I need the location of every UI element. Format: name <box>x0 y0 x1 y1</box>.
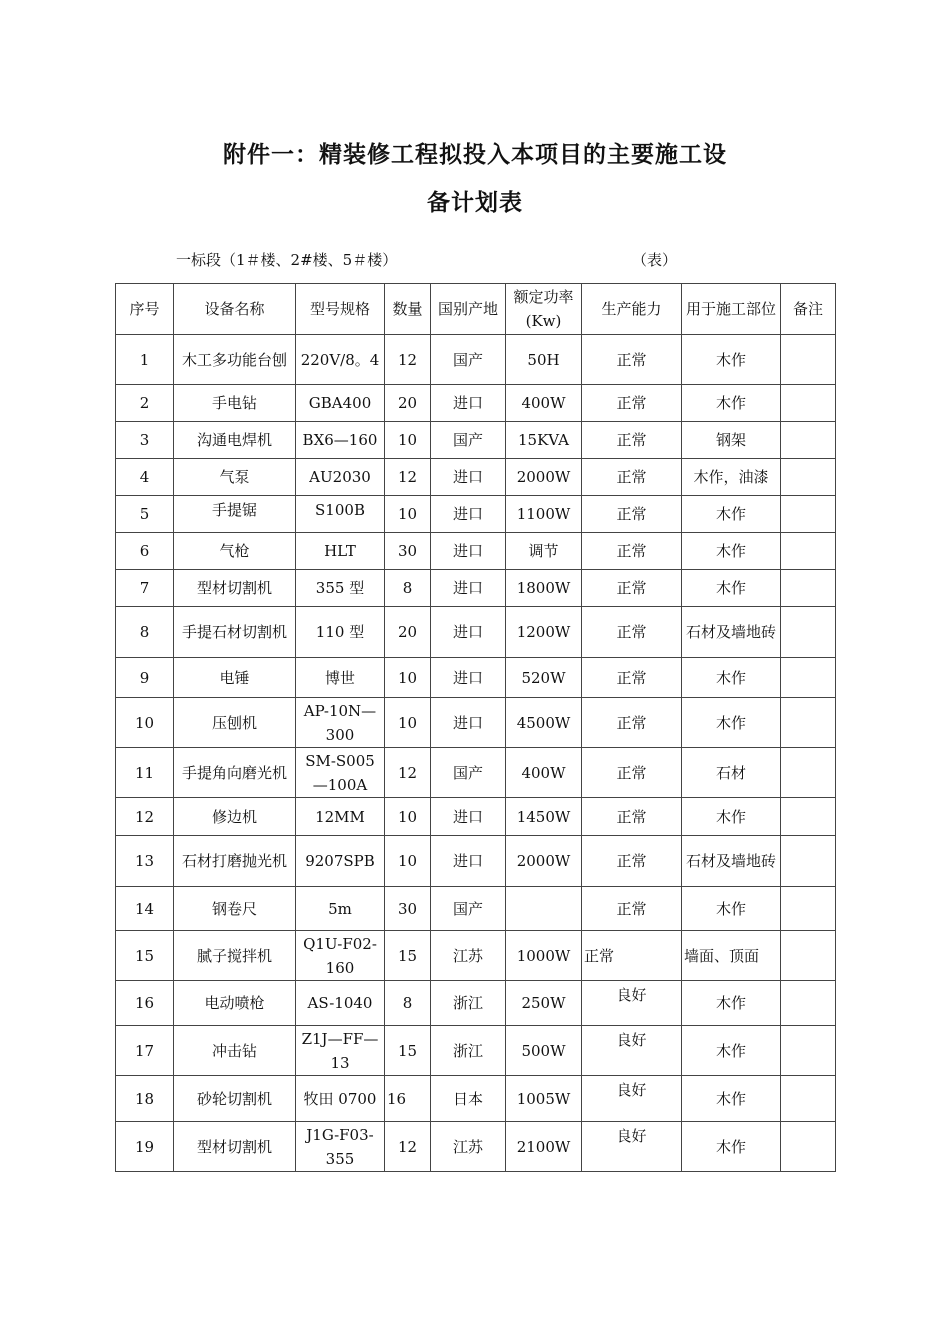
equipment-name: 电锤 <box>174 658 296 698</box>
quantity: 20 <box>385 607 431 658</box>
capacity: 良好 <box>582 1026 682 1076</box>
rated-power: 1000W <box>506 931 582 981</box>
row-no: 19 <box>116 1122 174 1172</box>
table-row <box>116 335 836 385</box>
usage-location: 木作，油漆 <box>682 459 781 496</box>
usage-location: 钢架 <box>682 422 781 459</box>
equipment-name: 冲击钻 <box>174 1026 296 1076</box>
row-no: 1 <box>116 335 174 385</box>
remark <box>781 981 836 1026</box>
col-header-no: 序号 <box>116 284 174 335</box>
remark <box>781 570 836 607</box>
remark <box>781 1122 836 1172</box>
row-no: 10 <box>116 698 174 748</box>
quantity: 10 <box>385 496 431 533</box>
usage-location: 木作 <box>682 798 781 836</box>
origin: 进口 <box>431 385 506 422</box>
origin: 进口 <box>431 798 506 836</box>
capacity: 正常 <box>582 607 682 658</box>
capacity: 正常 <box>582 385 682 422</box>
rated-power: 1005W <box>506 1076 582 1122</box>
table-row <box>116 981 836 1026</box>
table-row <box>116 1026 836 1076</box>
usage-location: 石材及墙地砖 <box>682 836 781 887</box>
model-spec: 5m <box>296 887 385 931</box>
usage-location: 木作 <box>682 887 781 931</box>
rated-power: 15KVA <box>506 422 582 459</box>
col-header-usage: 用于施工部位 <box>682 284 781 335</box>
model-spec: HLT <box>296 533 385 570</box>
table-row <box>116 1076 836 1122</box>
equipment-name: 修边机 <box>174 798 296 836</box>
quantity: 16 <box>385 1076 431 1122</box>
row-no: 15 <box>116 931 174 981</box>
rated-power: 2000W <box>506 459 582 496</box>
model-spec: 牧田 0700 <box>296 1076 385 1122</box>
quantity: 10 <box>385 836 431 887</box>
capacity: 良好 <box>582 981 682 1026</box>
origin: 浙江 <box>431 1026 506 1076</box>
table-note: （表） <box>632 251 678 269</box>
rated-power: 500W <box>506 1026 582 1076</box>
model-spec: AU2030 <box>296 459 385 496</box>
row-no: 11 <box>116 748 174 798</box>
table-row <box>116 459 836 496</box>
quantity: 8 <box>385 570 431 607</box>
rated-power: 4500W <box>506 698 582 748</box>
rated-power <box>506 887 582 931</box>
equipment-name: 沟通电焊机 <box>174 422 296 459</box>
model-spec: SM-S005—100A <box>296 748 385 798</box>
origin: 国产 <box>431 422 506 459</box>
table-row <box>116 496 836 533</box>
quantity: 10 <box>385 798 431 836</box>
col-header-qty: 数量 <box>385 284 431 335</box>
capacity: 正常 <box>582 798 682 836</box>
table-row <box>116 748 836 798</box>
rated-power: 50H <box>506 335 582 385</box>
usage-location: 石材 <box>682 748 781 798</box>
origin: 国产 <box>431 335 506 385</box>
capacity: 正常 <box>582 698 682 748</box>
equipment-name: 型材切割机 <box>174 570 296 607</box>
equipment-name: 型材切割机 <box>174 1122 296 1172</box>
origin: 进口 <box>431 570 506 607</box>
col-header-capacity: 生产能力 <box>582 284 682 335</box>
capacity: 正常 <box>582 335 682 385</box>
table-row <box>116 887 836 931</box>
table-row <box>116 570 836 607</box>
rated-power: 1800W <box>506 570 582 607</box>
rated-power: 520W <box>506 658 582 698</box>
equipment-name: 气泵 <box>174 459 296 496</box>
usage-location: 木作 <box>682 496 781 533</box>
equipment-name: 手提角向磨光机 <box>174 748 296 798</box>
origin: 国产 <box>431 748 506 798</box>
rated-power: 250W <box>506 981 582 1026</box>
equipment-name: 压刨机 <box>174 698 296 748</box>
usage-location: 石材及墙地砖 <box>682 607 781 658</box>
quantity: 8 <box>385 981 431 1026</box>
model-spec: GBA400 <box>296 385 385 422</box>
equipment-name: 钢卷尺 <box>174 887 296 931</box>
rated-power: 1450W <box>506 798 582 836</box>
table-row <box>116 1122 836 1172</box>
equipment-name: 砂轮切割机 <box>174 1076 296 1122</box>
row-no: 14 <box>116 887 174 931</box>
remark <box>781 658 836 698</box>
usage-location: 木作 <box>682 658 781 698</box>
usage-location: 墙面、顶面 <box>682 931 781 981</box>
row-no: 8 <box>116 607 174 658</box>
capacity: 正常 <box>582 931 682 981</box>
origin: 江苏 <box>431 1122 506 1172</box>
origin: 进口 <box>431 459 506 496</box>
origin: 日本 <box>431 1076 506 1122</box>
table-row <box>116 607 836 658</box>
origin: 进口 <box>431 607 506 658</box>
rated-power: 调节 <box>506 533 582 570</box>
model-spec: J1G-F03-355 <box>296 1122 385 1172</box>
row-no: 3 <box>116 422 174 459</box>
table-row <box>116 533 836 570</box>
row-no: 17 <box>116 1026 174 1076</box>
capacity: 正常 <box>582 496 682 533</box>
quantity: 30 <box>385 533 431 570</box>
capacity: 良好 <box>582 1076 682 1122</box>
remark <box>781 836 836 887</box>
remark <box>781 533 836 570</box>
col-header-origin: 国别产地 <box>431 284 506 335</box>
table-header-row <box>116 284 836 335</box>
rated-power: 2100W <box>506 1122 582 1172</box>
model-spec: BX6—160 <box>296 422 385 459</box>
usage-location: 木作 <box>682 698 781 748</box>
quantity: 20 <box>385 385 431 422</box>
remark <box>781 385 836 422</box>
model-spec: AP-10N—300 <box>296 698 385 748</box>
table-row <box>116 385 836 422</box>
section-label: 一标段（1＃楼、2#楼、5＃楼） <box>176 251 398 269</box>
row-no: 13 <box>116 836 174 887</box>
rated-power: 400W <box>506 748 582 798</box>
remark <box>781 496 836 533</box>
table-row <box>116 931 836 981</box>
capacity: 正常 <box>582 748 682 798</box>
capacity: 正常 <box>582 887 682 931</box>
usage-location: 木作 <box>682 1076 781 1122</box>
model-spec: 9207SPB <box>296 836 385 887</box>
quantity: 12 <box>385 1122 431 1172</box>
remark <box>781 748 836 798</box>
table-row <box>116 836 836 887</box>
origin: 江苏 <box>431 931 506 981</box>
capacity: 正常 <box>582 658 682 698</box>
remark <box>781 335 836 385</box>
row-no: 18 <box>116 1076 174 1122</box>
remark <box>781 607 836 658</box>
row-no: 7 <box>116 570 174 607</box>
model-spec: Q1U-F02-160 <box>296 931 385 981</box>
model-spec: Z1J—FF—13 <box>296 1026 385 1076</box>
equipment-name: 电动喷枪 <box>174 981 296 1026</box>
quantity: 12 <box>385 748 431 798</box>
table-row <box>116 698 836 748</box>
row-no: 4 <box>116 459 174 496</box>
remark <box>781 798 836 836</box>
usage-location: 木作 <box>682 981 781 1026</box>
model-spec: 12MM <box>296 798 385 836</box>
quantity: 15 <box>385 931 431 981</box>
origin: 进口 <box>431 533 506 570</box>
equipment-name: 木工多功能台刨 <box>174 335 296 385</box>
row-no: 6 <box>116 533 174 570</box>
table-row <box>116 798 836 836</box>
usage-location: 木作 <box>682 570 781 607</box>
document-title-line2: 备计划表 <box>427 190 523 216</box>
document-title-line1: 附件一：精装修工程拟投入本项目的主要施工设 <box>223 142 727 168</box>
equipment-name: 手提石材切割机 <box>174 607 296 658</box>
col-header-model: 型号规格 <box>296 284 385 335</box>
usage-location: 木作 <box>682 533 781 570</box>
capacity: 正常 <box>582 836 682 887</box>
origin: 进口 <box>431 496 506 533</box>
quantity: 15 <box>385 1026 431 1076</box>
origin: 浙江 <box>431 981 506 1026</box>
row-no: 16 <box>116 981 174 1026</box>
origin: 国产 <box>431 887 506 931</box>
quantity: 10 <box>385 422 431 459</box>
model-spec: AS-1040 <box>296 981 385 1026</box>
usage-location: 木作 <box>682 1122 781 1172</box>
usage-location: 木作 <box>682 385 781 422</box>
row-no: 9 <box>116 658 174 698</box>
model-spec: 220V/8。4 <box>296 335 385 385</box>
model-spec: 355 型 <box>296 570 385 607</box>
origin: 进口 <box>431 658 506 698</box>
capacity: 正常 <box>582 570 682 607</box>
remark <box>781 459 836 496</box>
origin: 进口 <box>431 836 506 887</box>
remark <box>781 1076 836 1122</box>
model-spec: 博世 <box>296 658 385 698</box>
capacity: 正常 <box>582 422 682 459</box>
equipment-name: 气枪 <box>174 533 296 570</box>
row-no: 12 <box>116 798 174 836</box>
remark <box>781 931 836 981</box>
capacity: 良好 <box>582 1122 682 1172</box>
quantity: 10 <box>385 698 431 748</box>
origin: 进口 <box>431 698 506 748</box>
remark <box>781 1026 836 1076</box>
table-row <box>116 658 836 698</box>
row-no: 2 <box>116 385 174 422</box>
equipment-name: 手电钻 <box>174 385 296 422</box>
rated-power: 1100W <box>506 496 582 533</box>
remark <box>781 698 836 748</box>
equipment-name: 石材打磨抛光机 <box>174 836 296 887</box>
model-spec: S100B <box>296 496 385 533</box>
model-spec: 110 型 <box>296 607 385 658</box>
capacity: 正常 <box>582 533 682 570</box>
equipment-table <box>115 283 836 1172</box>
row-no: 5 <box>116 496 174 533</box>
quantity: 30 <box>385 887 431 931</box>
capacity: 正常 <box>582 459 682 496</box>
equipment-name: 手提锯 <box>174 496 296 533</box>
quantity: 10 <box>385 658 431 698</box>
remark <box>781 422 836 459</box>
col-header-name: 设备名称 <box>174 284 296 335</box>
table-row <box>116 422 836 459</box>
rated-power: 2000W <box>506 836 582 887</box>
usage-location: 木作 <box>682 335 781 385</box>
quantity: 12 <box>385 335 431 385</box>
rated-power: 400W <box>506 385 582 422</box>
rated-power: 1200W <box>506 607 582 658</box>
remark <box>781 887 836 931</box>
col-header-remark: 备注 <box>781 284 836 335</box>
usage-location: 木作 <box>682 1026 781 1076</box>
equipment-name: 腻子搅拌机 <box>174 931 296 981</box>
col-header-power: 额定功率(Kw) <box>506 284 582 335</box>
quantity: 12 <box>385 459 431 496</box>
